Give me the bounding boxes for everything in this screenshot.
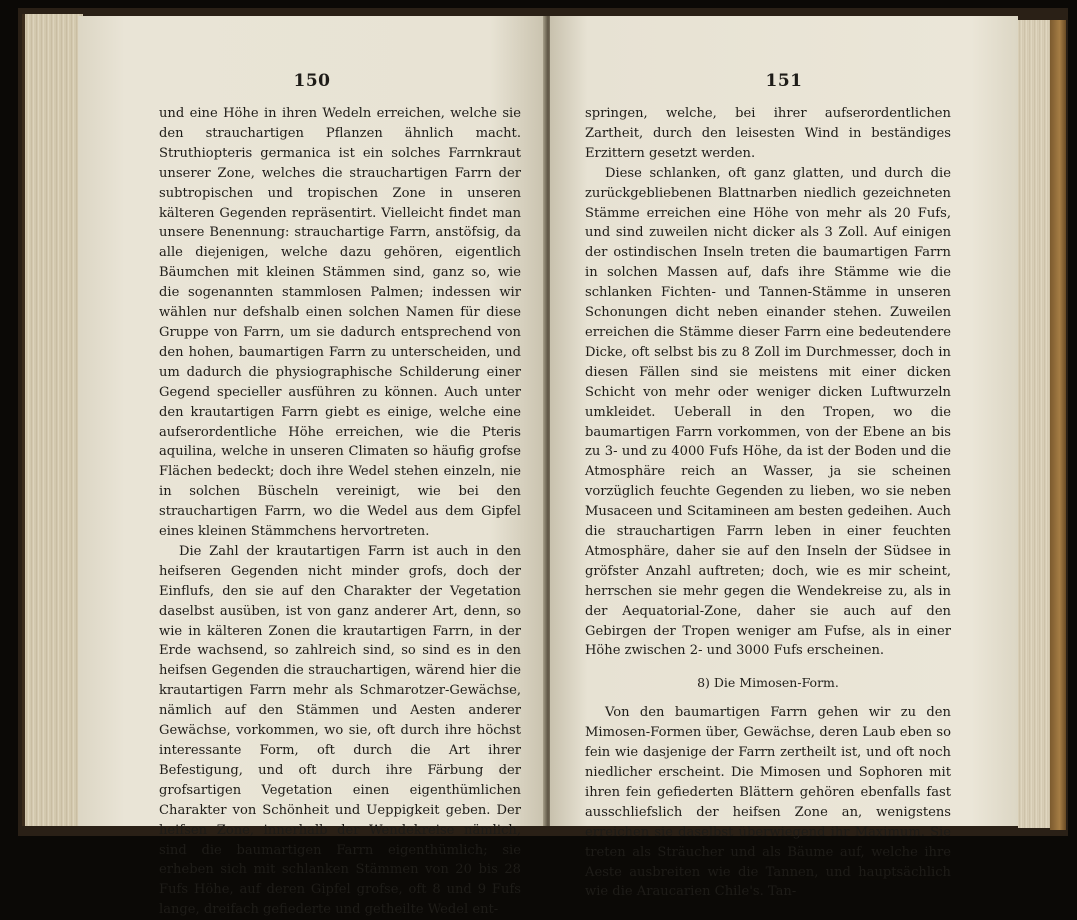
paragraph: springen, welche, bei ihrer aufserordentlichen Zartheit, durch den leisesten Wind in beständiges Erzittern gesetzt werden. [585,106,951,161]
page-text [159,104,521,920]
right-page [550,16,1018,900]
book-cover-right [1050,20,1066,830]
paragraph: Diese schlanken, oft ganz glatten, und durch die zurückgebliebenen Blattnarben niedlich gezeichneten Stämme erreichen eine Höhe von mehr als 20 Fufs, und sind zuweilen nicht dicker als 3 Zoll. Auf einigen der ostindischen Inseln treten die baumartigen Farrn in solchen Massen auf, dafs ihre Stämme wie die schlanken Fichten- und Tannen-Stämme in unseren Schonungen dicht neben einander stehen. Zuweilen erreichen die Stämme dieser Farrn eine bedeutendere Dicke, oft selbst bis zu 8 Zoll im Durchmesser, doch in diesen Fällen sind sie meistens mit einer dicken Schicht von mehr oder weniger dicken Luftwurzeln umkleidet. Ueberall in den Tropen, wo die baumartigen Farrn vorkommen, von der Ebene an bis zu 3- und zu 4000 Fufs Höhe, da ist der Boden und die Atmosphäre reich an Wasser, ja sie scheinen vorzüglich feuchte Gegenden zu lieben, wo sie neben Musaceen und Scitamineen am besten gedeihen. Auch die strauchartigen Farrn leben in einer feuchten Atmosphäre, daher sie auf den Inseln der Südsee in gröfster Anzahl auftreten; doch, wie es mir scheint, herrschen sie mehr gegen die Wendekreise zu, als in der Aequatorial-Zone, daher sie auch auf den Gebirgen der Tropen weniger am Fufse, als in einer Höhe zwischen 2- und 3000 Fufs erscheinen. [585,165,951,659]
paragraph: und eine Höhe in ihren Wedeln erreichen, welche sie den strauchartigen Pflanzen ähnlich macht. Struthiopteris germanica ist ein solches Farrnkraut unserer Zone, welches die strauchartigen Farrn der subtropischen und tropischen Zone in unseren kälteren Gegenden repräsentirt. Vielleicht findet man unsere Benennung: strauchartige Farrn, anstöfsig, da alle diejenigen, welche dazu gehören, eigentlich Bäumchen mit kleinen Stämmen sind, ganz so, wie die sogenannten stammlosen Palmen; indessen wir wählen nur defshalb einen solchen Namen für diese Gruppe von Farrn, um sie dadurch entsprechend von den hohen, baumartigen Farrn zu unterscheiden, und um dadurch die physiographische Schilderung einer Gegend specieller ausführen zu können. Auch unter den krautartigen Farrn giebt es einige, welche eine aufserordentliche Höhe erreichen, wie die Pteris aquilina, welche in unseren Climaten so häufig grofse Flächen bedeckt; doch ihre Wedel stehen einzeln, nie in solchen Büscheln vereinigt, wie bei den strauchartigen Farrn, wo die Wedel aus dem Gipfel eines kleinen Stämmchens hervortreten. [159,106,521,540]
page-number: 150 [293,71,331,91]
paragraph: Die Zahl der krautartigen Farrn ist auch in den heifseren Gegenden nicht minder grofs, doch der Einflufs, den sie auf den Charakter der Vegetation daselbst ausüben, ist von ganz anderer Art, denn, so wie in kälteren Zonen die krautartigen Farrn, in der Erde wachsend, so zahlreich sind, so sind es in den heifsen Gegenden die strauchartigen, wärend hier die krautartigen Farrn mehr als Schmarotzer-Gewächse, nämlich auf den Stämmen und Aesten anderer Gewächse, vorkommen, wo sie, oft durch ihre höchst interessante Form, oft durch die Art ihrer Befestigung, und oft durch ihre Färbung der grofsartigen Vegetation einen eigenthümlichen Charakter von Schönheit und Ueppigkeit geben. Der heifsen Zone, innerhalb der Wendekreise nämlich, sind die baumartigen Farrn eigenthümlich; sie erheben sich mit schlanken Stämmen von 20 bis 28 Fufs Höhe, auf deren Gipfel grofse, oft 8 und 9 Fufs lange, dreifach gefiederte und getheilte Wedel ent- [159,543,521,918]
left-page [78,16,546,918]
page-text [585,104,951,902]
page-number: 151 [765,71,803,91]
section-heading: 8) Die Mimosen-Form. [697,675,839,691]
page-edges-left [22,14,83,826]
paragraph: Von den baumartigen Farrn gehen wir zu den Mimosen-Formen über, Gewächse, deren Laub eben so fein wie dasjenige der Farrn zertheilt ist, und oft noch niedlicher erscheint. Die Mimosen und Sophoren mit ihren fein gefiederten Blättern gehören ebenfalls fast ausschliefslich der heifsen Zone an, wenigstens erreichen sie daselbst überwiegend ihr Maximum. Sie treten als Sträucher und als Bäume auf, welche ihre Aeste ausbreiten wie die Tannen, und hauptsächlich wie die Araucarien Chile's. Tan- [585,705,951,900]
